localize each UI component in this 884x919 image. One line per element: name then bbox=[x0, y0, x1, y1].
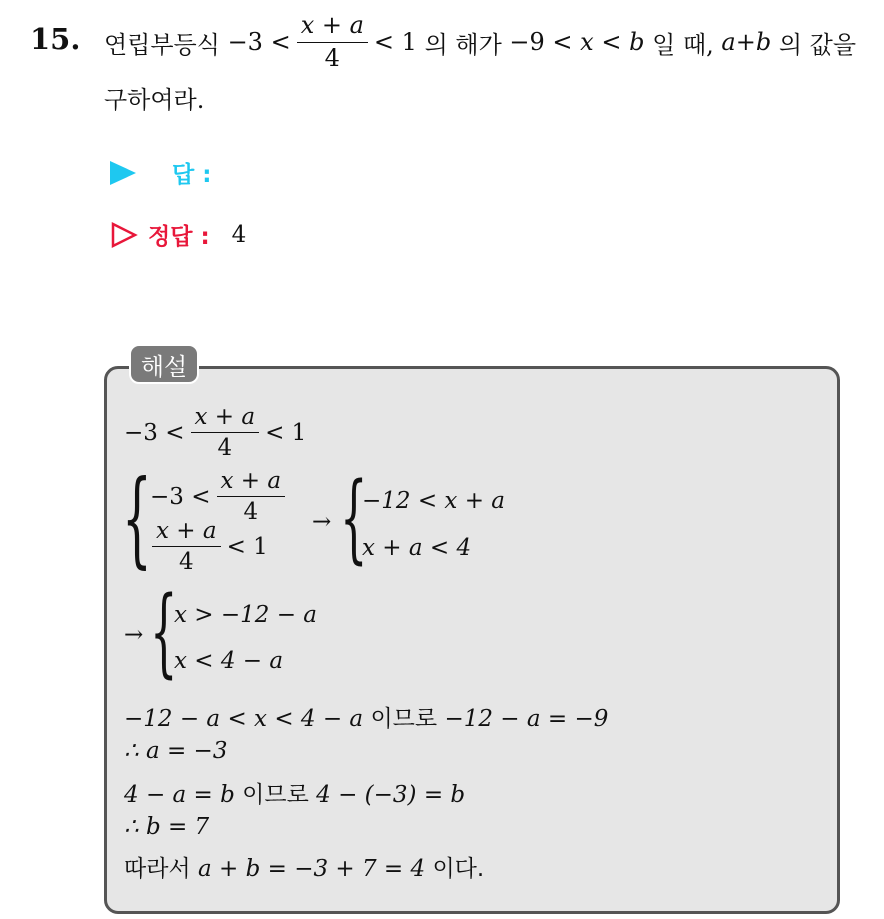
play-triangle-outline-icon bbox=[110, 221, 138, 249]
solution-line-b: 4 − a = b 이므로 4 − (−3) = b bbox=[124, 782, 466, 808]
inequality-fraction: $\frac{x + a}{4}$ bbox=[297, 12, 368, 72]
inequality-lhs: −3 < bbox=[227, 28, 291, 56]
system1-line-b: $\frac{x + a}{4}$ < 1 bbox=[146, 518, 268, 576]
left-brace: { bbox=[122, 457, 152, 579]
question-mid-text: 의 해가 bbox=[424, 30, 502, 59]
question-intro: 연립부등식 bbox=[104, 30, 220, 59]
arrow-1: → bbox=[312, 509, 332, 535]
system3-line-b: x < 4 − a bbox=[174, 648, 284, 674]
solution-therefore-a: ∴ a = −3 bbox=[124, 738, 228, 764]
question-tail1: 일 때, bbox=[652, 30, 714, 59]
system2-line-a: −12 < x + a bbox=[362, 488, 506, 514]
left-brace: { bbox=[150, 576, 178, 688]
left-brace: { bbox=[340, 462, 368, 574]
key-answer-value: 4 bbox=[231, 221, 247, 248]
solution-final-line: 따라서 a + b = −3 + 7 = 4 이다. bbox=[124, 856, 485, 882]
arrow-2: → bbox=[124, 622, 144, 648]
answer-label: 답 : bbox=[172, 162, 212, 188]
answer-row[interactable] bbox=[110, 156, 211, 189]
question-tail2: 의 값을 bbox=[778, 30, 857, 59]
solution-line-1: −3 < $\frac{x + a}{4}$ < 1 bbox=[124, 404, 307, 462]
solution-therefore-b: ∴ b = 7 bbox=[124, 814, 210, 840]
key-answer-row bbox=[110, 218, 246, 251]
solution-line-range: −12 − a < x < 4 − a 이므로 −12 − a = −9 bbox=[124, 706, 609, 732]
play-triangle-filled-icon bbox=[110, 161, 136, 185]
system3-line-a: x > −12 − a bbox=[174, 602, 318, 628]
system1-line-a: −3 < $\frac{x + a}{4}$ bbox=[150, 468, 291, 526]
key-answer-label: 정답 : bbox=[148, 224, 210, 250]
inequality-rhs: < 1 bbox=[373, 28, 417, 56]
question-text-line1: 연립부등식 −3 < $\frac{x + a}{4}$ < 1 의 해가 −9 < x < b 일 때, a + b 의 값을 bbox=[104, 10, 857, 72]
system2-line-b: x + a < 4 bbox=[362, 535, 472, 561]
question-text-line2: 구하여라. bbox=[104, 86, 205, 114]
question-number: 15. bbox=[30, 22, 81, 56]
solution-fraction: $\frac{x + a}{4}$ bbox=[191, 404, 260, 462]
solution-tag: 해설 bbox=[129, 344, 199, 384]
